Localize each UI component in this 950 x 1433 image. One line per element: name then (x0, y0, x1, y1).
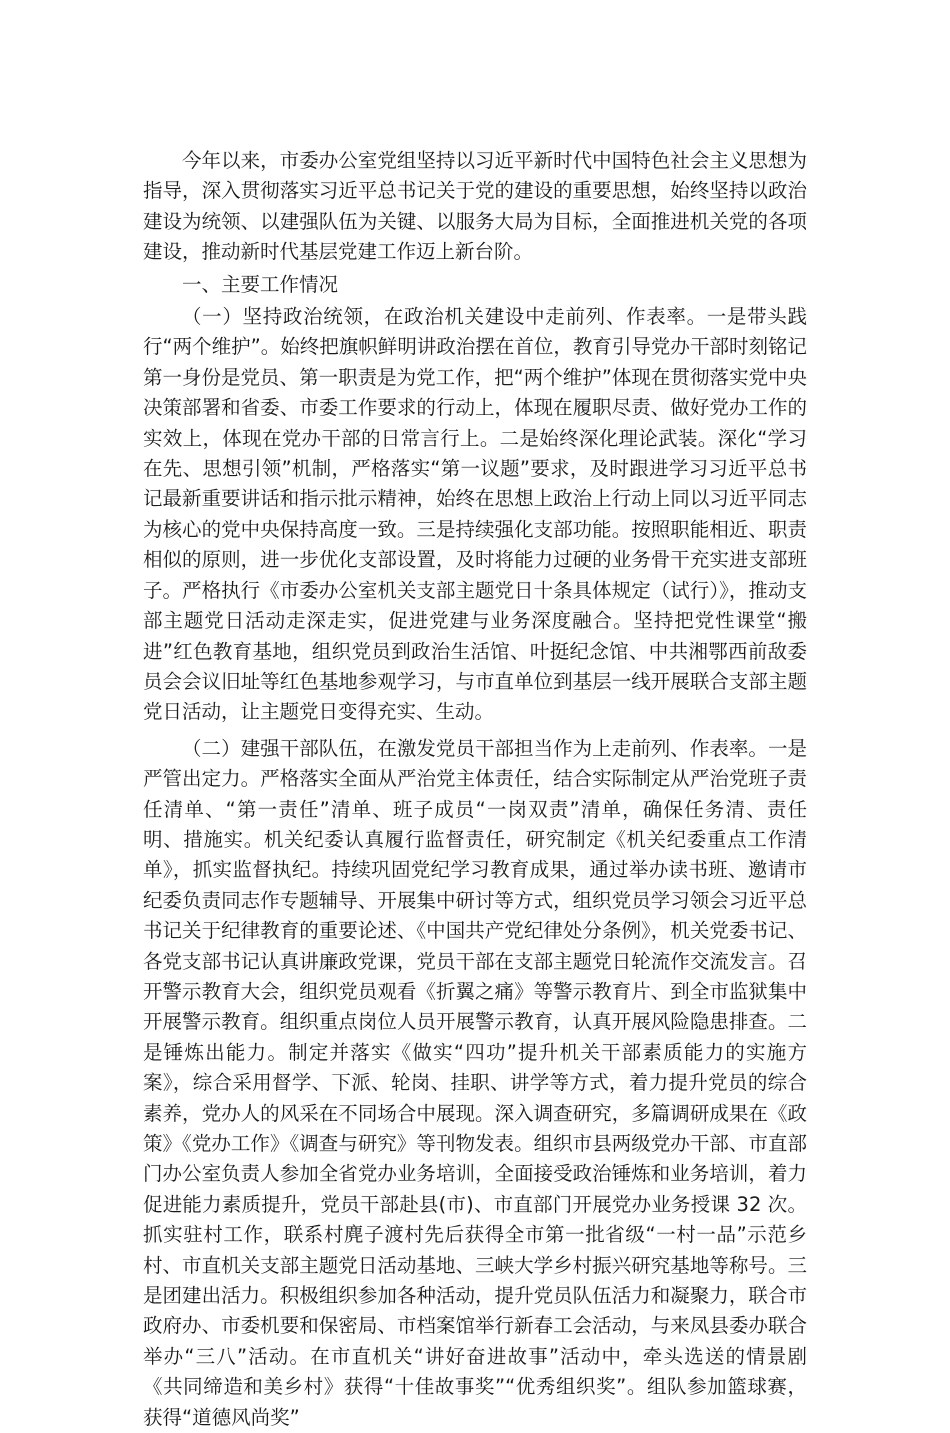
document-page (143, 146, 807, 1433)
paragraph-item-1: （一）坚持政治统领，在政治机关建设中走前列、作表率。一是带头践行“两个维护”。始终把旗帜鲜明讲政治摆在首位，教育引导党办干部时刻铭记第一身份是党员、第一职责是为党工作，把“两个维护”体现在贯彻落实党中央决策部署和省委、市委工作要求的行动上，体现在履职尽责、做好党办工作的实效上，体现在党办干部的日常言行上。二是始终深化理论武装。深化“学习在先、思想引领”机制，严格落实“第一议题”要求，及时跟进学习习近平总书记最新重要讲话和指示批示精神，始终在思想上政治上行动上同以习近平同志为核心的党中央保持高度一致。三是持续强化支部功能。按照职能相近、职责相似的原则，进一步优化支部设置，及时将能力过硬的业务骨干充实进支部班子。严格执行《市委办公室机关支部主题党日十条具体规定（试行）》，推动支部主题党日活动走深走实，促进党建与业务深度融合。坚持把党性课堂“搬进”红色教育基地，组织党员到政治生活馆、叶挺纪念馆、中共湘鄂西前敌委员会会议旧址等红色基地参观学习，与市直单位到基层一线开展联合支部主题党日活动，让主题党日变得充实、生动。 (143, 305, 807, 724)
paragraph-item-2: （二）建强干部队伍，在激发党员干部担当作为上走前列、作表率。一是严管出定力。严格落实全面从严治党主体责任，结合实际制定从严治党班子责任清单、“第一责任”清单、班子成员“一岗双责”清单，确保任务清、责任明、措施实。机关纪委认真履行监督责任，研究制定《机关纪委重点工作清单》，抓实监督执纪。持续巩固党纪学习教育成果，通过举办读书班、邀请市纪委负责同志作专题辅导、开展集中研讨等方式，组织党员学习领会习近平总书记关于纪律教育的重要论述、《中国共产党纪律处分条例》，机关党委书记、各党支部书记认真讲廉政党课，党员干部在支部主题党日轮流作交流发言。召开警示教育大会，组织党员观看《折翼之痛》等警示教育片、到全市监狱集中开展警示教育。组织重点岗位人员开展警示教育，认真开展风险隐患排查。二是锤炼出能力。制定并落实《做实“四功”提升机关干部素质能力的实施方案》，综合采用督学、下派、轮岗、挂职、讲学等方式，着力提升党员的综合素养，党办人的风采在不同场合中展现。深入调查研究，多篇调研成果在《政策》《党办工作》《调查与研究》等刊物发表。组织市县两级党办干部、市直部门办公室负责人参加全省党办业务培训，全面接受政治锤炼和业务培训，着力促进能力素质提升，党员干部赴县(市)、市直部门开展党办业务授课 32 次。抓实驻村工作，联系村麂子渡村先后获得全市第一批省级“一村一品”示范乡村、市直机关支部主题党日活动基地、三峡大学乡村振兴研究基地等称号。三是团建出活力。积极组织参加各种活动，提升党员队伍活力和凝聚力，联合市政府办、市委机要和保密局、市档案馆举行新春工会活动，与来凤县委办联合举办“三八”活动。在市直机关“讲好奋进故事”活动中，牵头选送的情景剧《共同缔造和美乡村》获得“十佳故事奖”“优秀组织奖”。组队参加篮球赛，获得“道德风尚奖” (143, 736, 807, 1429)
intro-paragraph: 今年以来，市委办公室党组坚持以习近平新时代中国特色社会主义思想为指导，深入贯彻落实习近平总书记关于党的建设的重要思想，始终坚持以政治建设为统领、以建强队伍为关键、以服务大局为目标，全面推进机关党的各项建设，推动新时代基层党建工作迈上新台阶。 (143, 149, 807, 264)
section-heading-main-work: 一、主要工作情况 (182, 272, 339, 296)
